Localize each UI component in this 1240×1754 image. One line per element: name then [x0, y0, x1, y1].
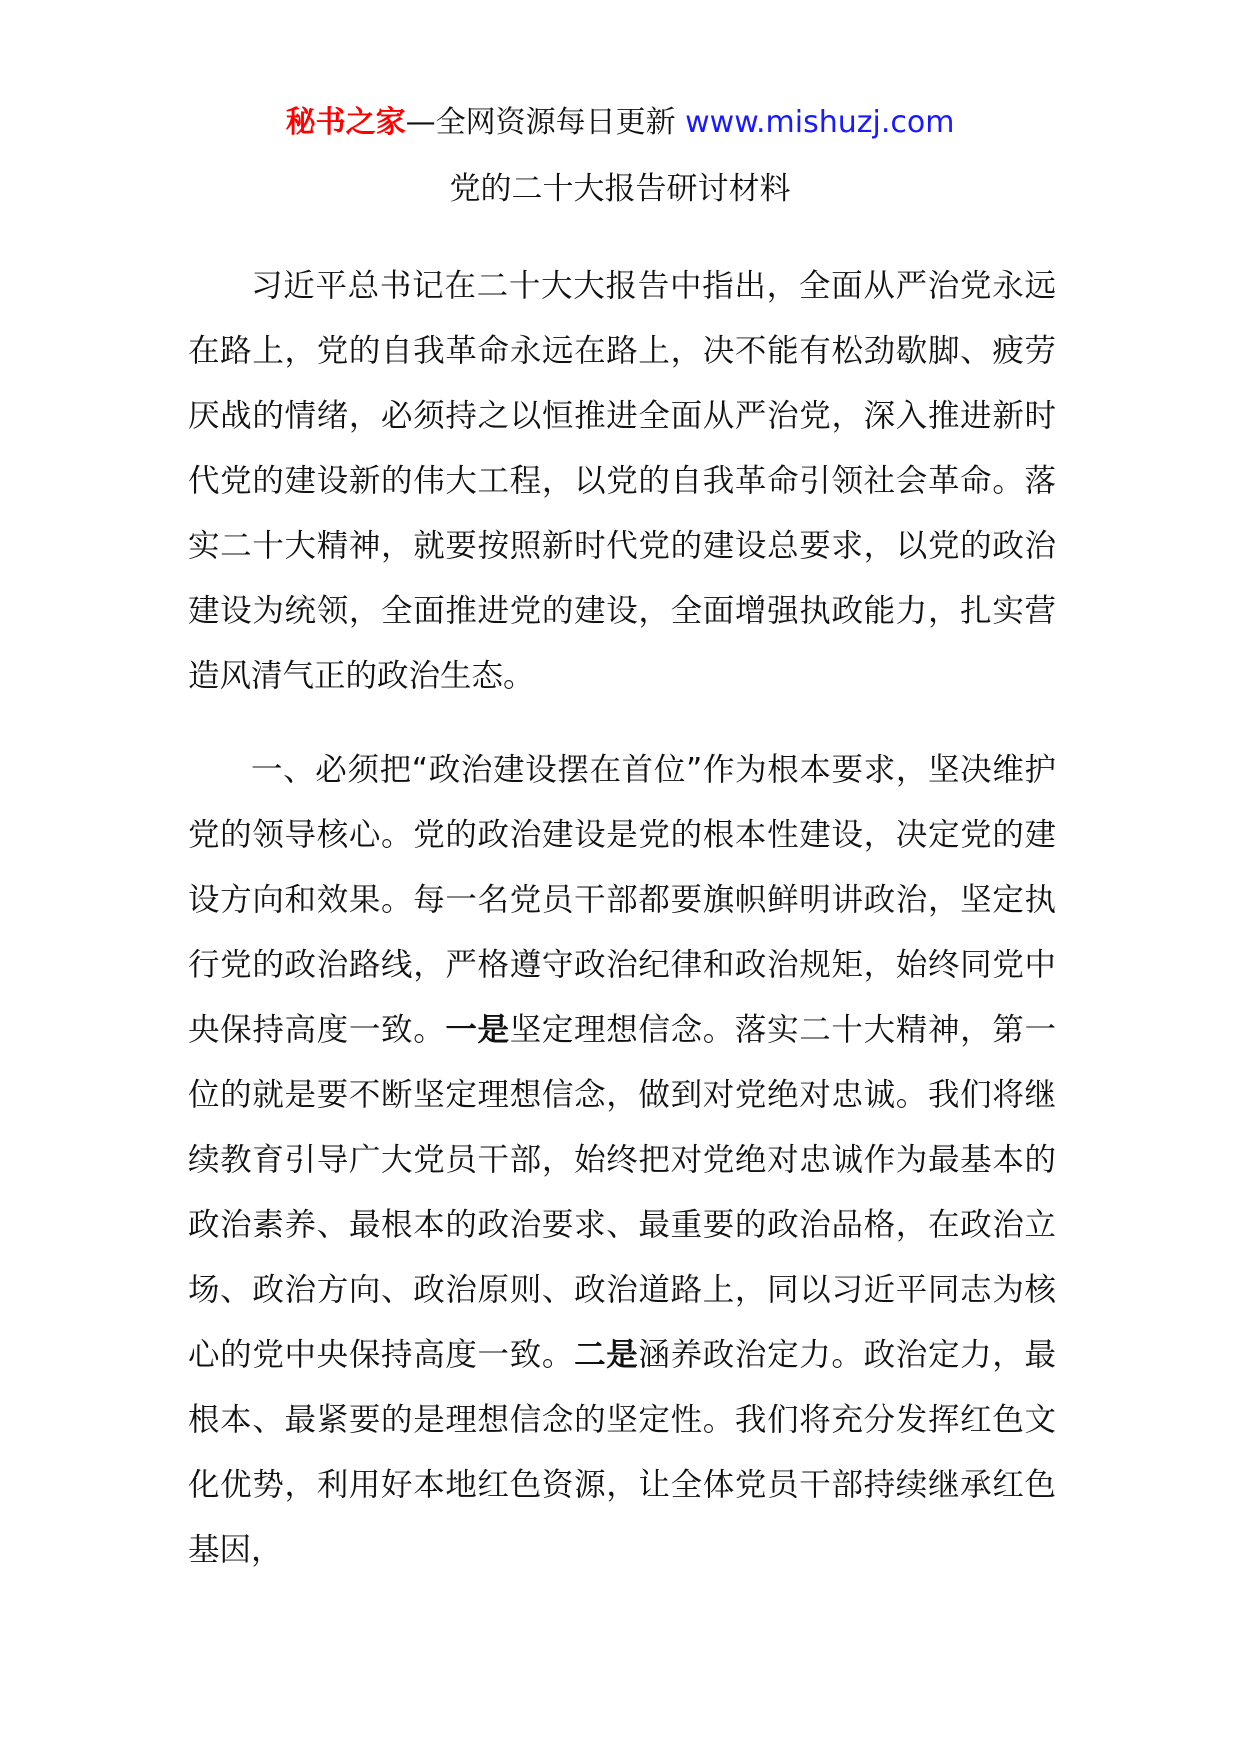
section-one-point-one: 坚定理想信念。落实二十大精神，第一位的就是要不断坚定理想信念，做到对党绝对忠诚。我们将继续教育引导广大党员干部，始终把对党绝对忠诚作为最基本的政治素养、最根本的政治要求、最重要的政治品格，在政治立场、政治方向、政治原则、政治道路上，同以习近平同志为核心的党中央保持高度一致。 — [188, 1012, 1056, 1373]
paragraph-section-one — [188, 738, 1056, 1583]
bold-marker-first: 一是 — [445, 1012, 510, 1048]
site-banner — [0, 100, 1240, 146]
section-one-lead: 一、必须把“政治建设摆在首位”作为根本要求，坚决维护党的领导核心。党的政治建设是党的根本性建设，决定党的建设方向和效果。每一名党员干部都要旗帜鲜明讲政治，坚定执行党的政治路线，严格遵守政治纪律和政治规矩，始终同党中央保持高度一致。 — [188, 752, 1056, 1048]
section-one-point-two: 涵养政治定力。政治定力，最根本、最紧要的是理想信念的坚定性。我们将充分发挥红色文化优势，利用好本地红色资源，让全体党员干部持续继承红色基因， — [188, 1337, 1056, 1568]
document-title: 党的二十大报告研讨材料 — [449, 171, 791, 207]
brand-name: 秘书之家 — [285, 105, 406, 140]
banner-slogan: —全网资源每日更新 — [405, 105, 676, 140]
bold-marker-second: 二是 — [574, 1337, 639, 1373]
paragraph-intro: 习近平总书记在二十大大报告中指出，全面从严治党永远在路上，党的自我革命永远在路上，决不能有松劲歇脚、疲劳厌战的情绪，必须持之以恒推进全面从严治党，深入推进新时代党的建设新的伟大工程，以党的自我革命引领社会革命。落实二十大精神，就要按照新时代党的建设总要求，以党的政治建设为统领，全面推进党的建设，全面增强执政能力，扎实营造风清气正的政治生态。 — [188, 268, 1056, 694]
site-url-link[interactable]: www.mishuzj.com — [685, 105, 955, 140]
